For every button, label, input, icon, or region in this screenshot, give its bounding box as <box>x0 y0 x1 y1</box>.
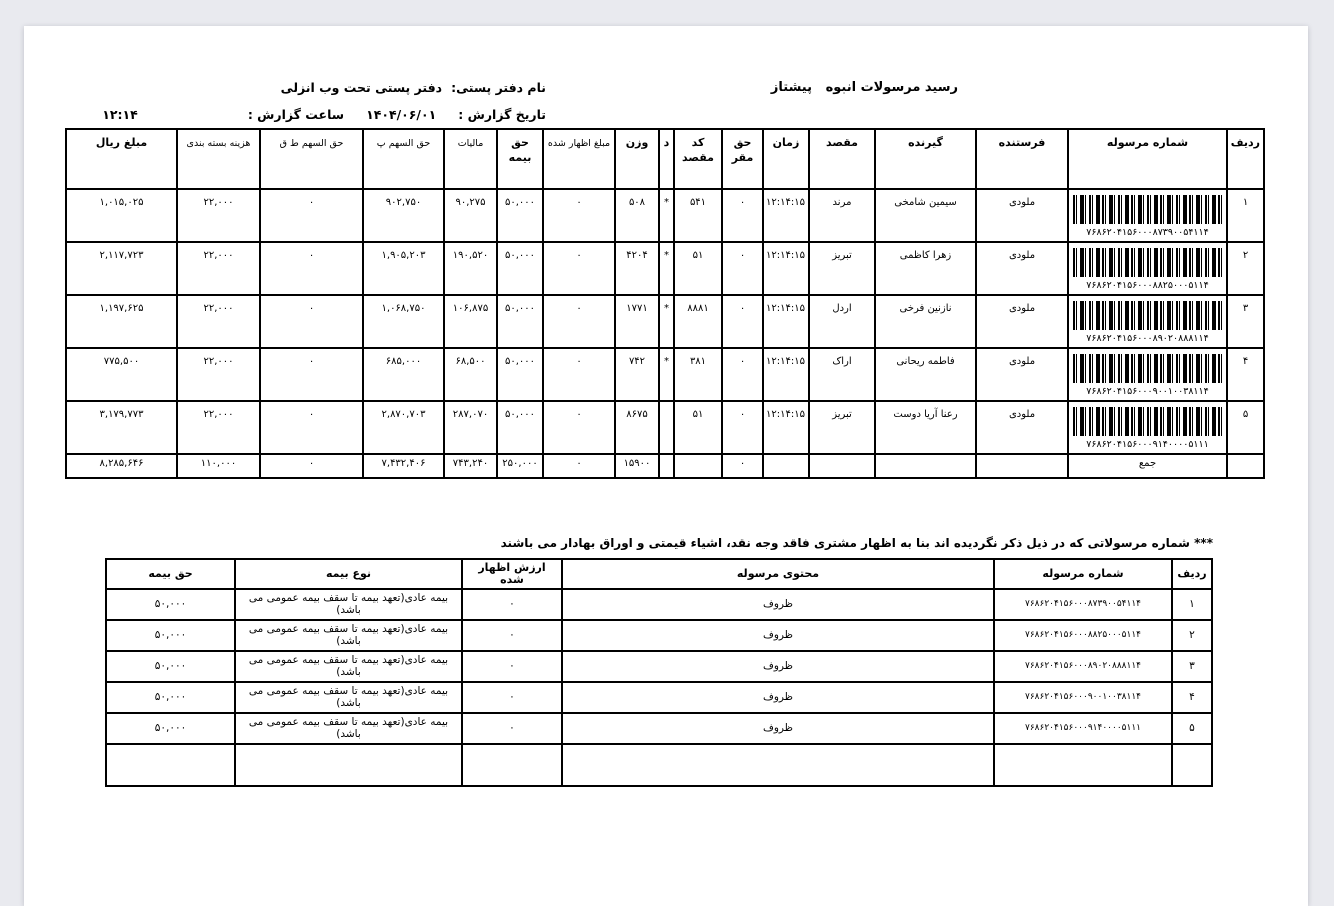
table-cell: ۴ <box>1172 682 1212 713</box>
column-header: حق السهم ط ق <box>260 129 363 189</box>
table-cell <box>976 454 1068 478</box>
table-cell: ۰ <box>722 348 763 401</box>
table-cell: ۲,۸۷۰,۷۰۳ <box>363 401 444 454</box>
table-cell: تبریز <box>809 401 875 454</box>
table-row <box>66 189 1264 242</box>
table-cell: ظروف <box>562 651 994 682</box>
table-cell: ۷,۴۳۲,۴۰۶ <box>363 454 444 478</box>
report-page <box>24 26 1308 906</box>
column-header: زمان <box>763 129 809 189</box>
table-cell: ملودی <box>976 401 1068 454</box>
table-cell: ۱,۰۶۸,۷۵۰ <box>363 295 444 348</box>
table-row <box>106 713 1212 744</box>
column-header: شماره مرسوله <box>1068 129 1227 189</box>
column-header: هزینه بسته بندی <box>177 129 260 189</box>
barcode-number: ۷۶۸۶۲۰۴۱۵۶۰۰۰۸۷۳۹۰۰۵۴۱۱۴ <box>1086 227 1209 238</box>
table-cell: ۰ <box>260 348 363 401</box>
column-header: گیرنده <box>875 129 976 189</box>
table-cell: ۰ <box>722 295 763 348</box>
table-cell: ۱۹۰,۵۲۰ <box>444 242 497 295</box>
table-cell: بیمه عادی(تعهد بیمه تا سقف بیمه عمومی می باشد) <box>235 682 462 713</box>
table-cell: ۰ <box>543 189 615 242</box>
table-cell: ۰ <box>260 242 363 295</box>
table-cell: ۳ <box>1227 295 1264 348</box>
table-cell: ۵۰,۰۰۰ <box>106 682 235 713</box>
table-cell: ۱۲:۱۴:۱۵ <box>763 295 809 348</box>
table-cell: * <box>659 242 674 295</box>
table-cell: ۳ <box>1172 651 1212 682</box>
table-cell: ۰ <box>722 401 763 454</box>
column-header: مالیات <box>444 129 497 189</box>
insurance-table <box>105 558 1213 787</box>
table-cell: ۸۶۷۵ <box>615 401 659 454</box>
table-cell: ۱۷۷۱ <box>615 295 659 348</box>
table-cell: ۰ <box>260 189 363 242</box>
table-row <box>66 242 1264 295</box>
table-cell: بیمه عادی(تعهد بیمه تا سقف بیمه عمومی می باشد) <box>235 713 462 744</box>
table-cell: ۰ <box>462 713 562 744</box>
table-cell: اراک <box>809 348 875 401</box>
table-cell: ظروف <box>562 682 994 713</box>
table-cell: ۰ <box>462 620 562 651</box>
table-cell: ۷۶۸۶۲۰۴۱۵۶۰۰۰۸۷۳۹۰۰۵۴۱۱۴ <box>994 589 1172 620</box>
table-cell <box>809 454 875 478</box>
table-row <box>106 589 1212 620</box>
shipments-table <box>65 128 1265 479</box>
table-cell: ۵۰,۰۰۰ <box>497 189 543 242</box>
table-cell: ۲۵۰,۰۰۰ <box>497 454 543 478</box>
barcode-number: ۷۶۸۶۲۰۴۱۵۶۰۰۰۸۹۰۲۰۸۸۸۱۱۴ <box>1086 333 1209 344</box>
column-header: شماره مرسوله <box>994 559 1172 589</box>
table-cell: بیمه عادی(تعهد بیمه تا سقف بیمه عمومی می باشد) <box>235 589 462 620</box>
report-time-label: ساعت گزارش : <box>247 107 345 122</box>
table-cell: ۵۰,۰۰۰ <box>106 651 235 682</box>
table-cell: ۲ <box>1172 620 1212 651</box>
table-cell: ۰ <box>260 295 363 348</box>
barcode-cell <box>1068 242 1227 295</box>
table-cell: ۰ <box>543 348 615 401</box>
barcode-number: ۷۶۸۶۲۰۴۱۵۶۰۰۰۹۰۰۱۰۰۳۸۱۱۴ <box>1086 386 1209 397</box>
table-cell: ۲۲,۰۰۰ <box>177 242 260 295</box>
table-cell <box>659 401 674 454</box>
table-cell: ۰ <box>260 454 363 478</box>
table-cell: ۵۰,۰۰۰ <box>106 620 235 651</box>
table-cell: ۵ <box>1227 401 1264 454</box>
table-row <box>66 348 1264 401</box>
barcode-image <box>1073 248 1223 277</box>
table-cell: ۵۱ <box>674 242 722 295</box>
barcode-number: ۷۶۸۶۲۰۴۱۵۶۰۰۰۸۸۲۵۰۰۰۵۱۱۴ <box>1086 280 1209 291</box>
report-time-value: ۱۲:۱۴ <box>102 107 138 122</box>
table-cell: ۱,۱۹۷,۶۲۵ <box>66 295 177 348</box>
office-name: دفتر پستی تحت وب انزلی <box>280 80 443 95</box>
report-title: رسید مرسولات انبوه پیشتاز <box>770 80 958 95</box>
column-header: نوع بیمه <box>235 559 462 589</box>
table-cell: ۰ <box>543 454 615 478</box>
table-cell: ۰ <box>722 189 763 242</box>
table-cell: ۵۰۸ <box>615 189 659 242</box>
column-header: مبلغ اظهار شده <box>543 129 615 189</box>
table-row <box>66 295 1264 348</box>
table-cell <box>562 744 994 786</box>
table-cell: ۷۷۵,۵۰۰ <box>66 348 177 401</box>
table-cell: ۳۸۱ <box>674 348 722 401</box>
table-cell: ظروف <box>562 620 994 651</box>
column-header: حق بیمه <box>497 129 543 189</box>
column-header: د <box>659 129 674 189</box>
table-cell: ۵۰,۰۰۰ <box>497 295 543 348</box>
table-cell: * <box>659 295 674 348</box>
table-cell: سیمین شامخی <box>875 189 976 242</box>
table-cell <box>763 454 809 478</box>
table-cell: ۲ <box>1227 242 1264 295</box>
table-row <box>106 620 1212 651</box>
table-cell <box>1227 454 1264 478</box>
column-header: حق مقر <box>722 129 763 189</box>
header-row <box>66 129 1264 189</box>
header-row <box>106 559 1212 589</box>
table-cell: بیمه عادی(تعهد بیمه تا سقف بیمه عمومی می باشد) <box>235 651 462 682</box>
table-cell: ۰ <box>543 295 615 348</box>
table-cell: ظروف <box>562 589 994 620</box>
table-cell: ۷۶۸۶۲۰۴۱۵۶۰۰۰۸۹۰۲۰۸۸۸۱۱۴ <box>994 651 1172 682</box>
table-cell: ۵۰,۰۰۰ <box>106 589 235 620</box>
barcode-image <box>1073 301 1223 330</box>
table-cell <box>994 744 1172 786</box>
table-cell: ۱ <box>1227 189 1264 242</box>
table-cell: فاطمه ریحانی <box>875 348 976 401</box>
table-cell: ۸,۲۸۵,۶۴۶ <box>66 454 177 478</box>
table-cell: ظروف <box>562 713 994 744</box>
column-header: ردیف <box>1172 559 1212 589</box>
table-cell <box>106 744 235 786</box>
table-cell: ۰ <box>722 242 763 295</box>
table-cell: ۴۲۰۴ <box>615 242 659 295</box>
table-cell: ۲۲,۰۰۰ <box>177 348 260 401</box>
column-header: حق السهم پ <box>363 129 444 189</box>
table-cell: ۱,۰۱۵,۰۲۵ <box>66 189 177 242</box>
no-valuables-note: *** شماره مرسولاتی که در ذیل ذکر نگردیده اند بنا به اظهار مشتری فاقد وجه نقد، اشیاء قیمتی و اوراق بهادار می باشند <box>500 536 1213 550</box>
table-cell: ۵۰,۰۰۰ <box>497 242 543 295</box>
table-cell: ۸۸۸۱ <box>674 295 722 348</box>
table-cell: نازنین فرخی <box>875 295 976 348</box>
table-cell: زهرا کاظمی <box>875 242 976 295</box>
table-cell: جمع <box>1068 454 1227 478</box>
table-cell: رعنا آریا دوست <box>875 401 976 454</box>
table-cell: ۰ <box>543 401 615 454</box>
table-cell: ۷۴۳,۲۴۰ <box>444 454 497 478</box>
table-cell: ۵۱ <box>674 401 722 454</box>
table-cell: ۰ <box>462 682 562 713</box>
table-cell: ۵۰,۰۰۰ <box>497 401 543 454</box>
table-cell: ۷۶۸۶۲۰۴۱۵۶۰۰۰۹۱۴۰۰۰۰۵۱۱۱ <box>994 713 1172 744</box>
office-label: نام دفتر پستی: <box>451 80 546 95</box>
table-row <box>106 651 1212 682</box>
table-cell <box>462 744 562 786</box>
column-header: مقصد <box>809 129 875 189</box>
column-header: مبلغ ریال <box>66 129 177 189</box>
table-cell: تبریز <box>809 242 875 295</box>
column-header: وزن <box>615 129 659 189</box>
table-cell <box>674 454 722 478</box>
table-cell: ۵ <box>1172 713 1212 744</box>
table-cell: ۳,۱۷۹,۷۷۳ <box>66 401 177 454</box>
barcode-image <box>1073 195 1223 224</box>
table-cell: ۱۰۶,۸۷۵ <box>444 295 497 348</box>
table-cell <box>659 454 674 478</box>
table-cell: ۷۶۸۶۲۰۴۱۵۶۰۰۰۸۸۲۵۰۰۰۵۱۱۴ <box>994 620 1172 651</box>
table-cell: مرند <box>809 189 875 242</box>
table-cell: ۵۰,۰۰۰ <box>497 348 543 401</box>
table-cell: ۵۰,۰۰۰ <box>106 713 235 744</box>
table-cell: ۲۲,۰۰۰ <box>177 295 260 348</box>
table-cell: ۹۰,۲۷۵ <box>444 189 497 242</box>
report-datetime-line <box>102 107 546 122</box>
barcode-cell <box>1068 295 1227 348</box>
table-row <box>106 682 1212 713</box>
table-cell: ۱۲:۱۴:۱۵ <box>763 242 809 295</box>
table-cell: * <box>659 348 674 401</box>
table-cell: ملودی <box>976 242 1068 295</box>
report-date-label: تاریخ گزارش : <box>458 107 546 122</box>
table-cell: ۹۰۲,۷۵۰ <box>363 189 444 242</box>
report-date-value: ۱۴۰۴/۰۶/۰۱ <box>366 107 437 122</box>
table-cell: ۱۵۹۰۰ <box>615 454 659 478</box>
table-cell: * <box>659 189 674 242</box>
table-cell: ۷۶۸۶۲۰۴۱۵۶۰۰۰۹۰۰۱۰۰۳۸۱۱۴ <box>994 682 1172 713</box>
table-cell: ۶۸,۵۰۰ <box>444 348 497 401</box>
table-cell <box>1172 744 1212 786</box>
office-line <box>281 80 546 95</box>
table-cell: ۱,۹۰۵,۲۰۳ <box>363 242 444 295</box>
table-cell: ۰ <box>543 242 615 295</box>
table-cell: ۲۲,۰۰۰ <box>177 401 260 454</box>
column-header: کد مقصد <box>674 129 722 189</box>
table-cell: بیمه عادی(تعهد بیمه تا سقف بیمه عمومی می باشد) <box>235 620 462 651</box>
table-cell: ۰ <box>462 651 562 682</box>
table-row <box>66 454 1264 478</box>
table-cell: ۰ <box>722 454 763 478</box>
table-cell: ۵۴۱ <box>674 189 722 242</box>
table-cell: ۲۸۷,۰۷۰ <box>444 401 497 454</box>
table-cell: ۷۴۲ <box>615 348 659 401</box>
barcode-image <box>1073 354 1223 383</box>
table-cell: ۲۲,۰۰۰ <box>177 189 260 242</box>
table-row <box>66 401 1264 454</box>
table-cell: ۱ <box>1172 589 1212 620</box>
column-header: فرستنده <box>976 129 1068 189</box>
column-header: محتوی مرسوله <box>562 559 994 589</box>
table-cell: ۱۲:۱۴:۱۵ <box>763 348 809 401</box>
table-cell: ۱۱۰,۰۰۰ <box>177 454 260 478</box>
barcode-cell <box>1068 189 1227 242</box>
table-cell: ۲,۱۱۷,۷۲۳ <box>66 242 177 295</box>
barcode-cell <box>1068 401 1227 454</box>
table-cell: ملودی <box>976 189 1068 242</box>
barcode-number: ۷۶۸۶۲۰۴۱۵۶۰۰۰۹۱۴۰۰۰۰۵۱۱۱ <box>1086 439 1209 450</box>
table-cell <box>235 744 462 786</box>
table-cell: ۰ <box>260 401 363 454</box>
column-header: حق بیمه <box>106 559 235 589</box>
column-header: ارزش اظهار شده <box>462 559 562 589</box>
table-cell: ۴ <box>1227 348 1264 401</box>
table-cell: ۱۲:۱۴:۱۵ <box>763 189 809 242</box>
barcode-cell <box>1068 348 1227 401</box>
table-cell: اردل <box>809 295 875 348</box>
table-cell: ۰ <box>462 589 562 620</box>
table-cell: ملودی <box>976 295 1068 348</box>
table-cell: ۶۸۵,۰۰۰ <box>363 348 444 401</box>
barcode-image <box>1073 407 1223 436</box>
table-cell <box>875 454 976 478</box>
table-cell: ملودی <box>976 348 1068 401</box>
table-cell: ۱۲:۱۴:۱۵ <box>763 401 809 454</box>
column-header: ردیف <box>1227 129 1264 189</box>
table-row <box>106 744 1212 786</box>
